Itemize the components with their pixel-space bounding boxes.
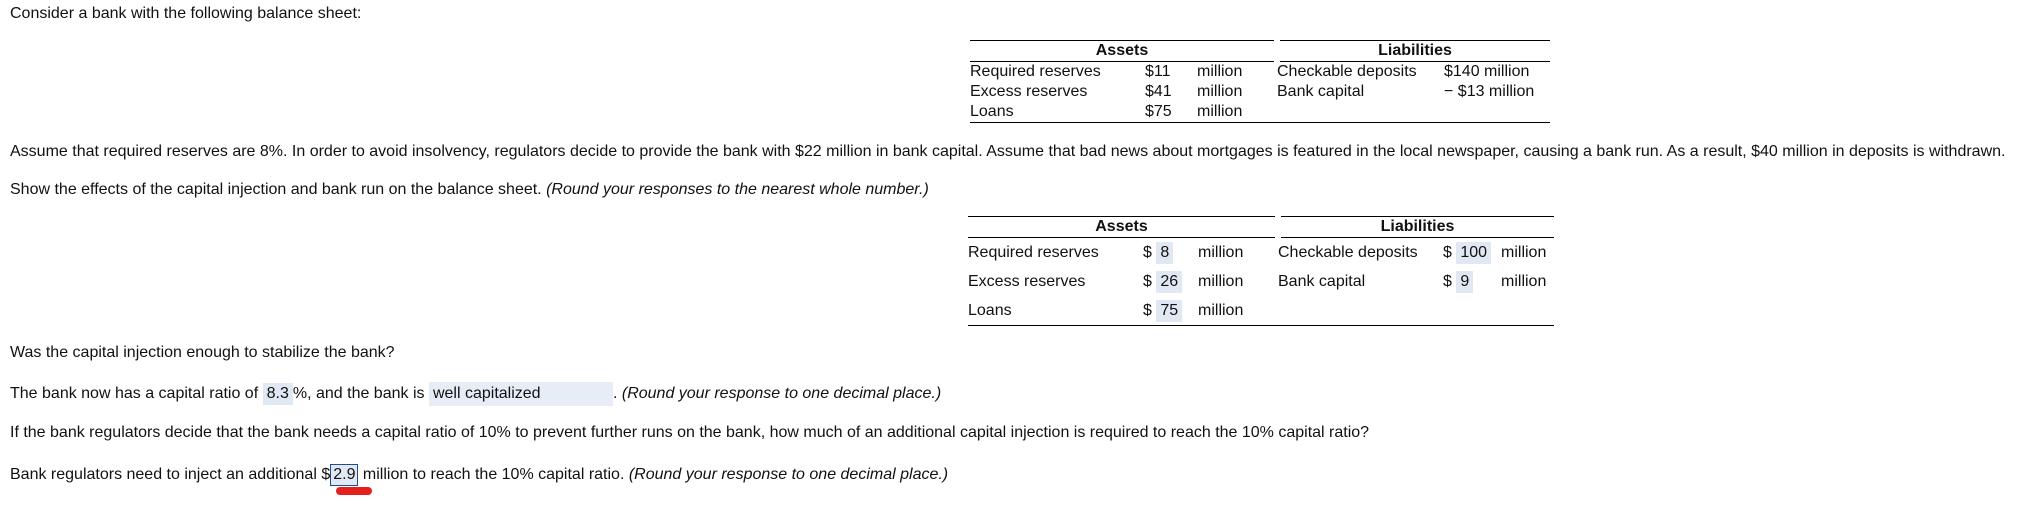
asset-label: Required reserves [968,244,1099,261]
table-row [970,82,1550,102]
asset-unit: million [1197,83,1243,100]
rounding-note: (Round your response to one decimal place.) [621,385,942,402]
asset-value: $11 [1145,63,1171,80]
rounding-note: (Round your responses to the nearest whole number.) [546,181,929,198]
capital-ratio-mid: %, and the bank is [292,385,425,402]
liability-unit: million [1501,244,1547,261]
injection-answer[interactable]: 2.9 [330,464,358,486]
bank-capital-answer[interactable]: 9 [1456,271,1473,293]
injection-suffix: million to reach the 10% capital ratio. [362,466,625,483]
asset-answer-cell [1143,296,1198,326]
asset-unit: million [1197,63,1243,80]
rounding-note: (Round your response to one decimal place.) [628,466,949,483]
asset-label: Required reserves [970,63,1101,80]
checkable-deposits-answer[interactable]: 100 [1456,242,1491,264]
asset-unit: million [1198,302,1244,319]
liability-unit: million [1501,273,1547,290]
asset-answer-cell [1143,238,1198,268]
asset-label: Loans [970,103,1014,120]
dollar-sign: $ [1143,244,1152,261]
liability-value: $140 million [1444,63,1530,80]
asset-label: Excess reserves [968,273,1086,290]
assets-header: Assets [968,217,1278,238]
balance-sheet-after [968,216,1554,326]
intro-text: Consider a bank with the following balance sheet: [10,5,362,22]
required-reserves-answer[interactable]: 8 [1156,242,1173,264]
table-row [968,238,1554,268]
asset-value: $41 [1145,83,1172,100]
liability-answer-cell [1443,267,1501,296]
liability-answer-cell [1443,296,1501,326]
table-row [968,296,1554,326]
liability-value: − $13 million [1444,83,1535,100]
asset-unit: million [1198,273,1244,290]
table-row [970,102,1550,123]
table-row [970,62,1550,83]
asset-value: $75 [1145,103,1172,120]
asset-answer-cell [1143,267,1198,296]
capitalization-dropdown[interactable]: well capitalized [429,382,613,406]
assets-header: Assets [970,41,1277,62]
liability-value [1444,102,1550,123]
liability-label: Bank capital [1277,83,1365,100]
capital-ratio-answer[interactable]: 8.3 [263,383,293,405]
table-row [968,267,1554,296]
liability-label: Bank capital [1278,273,1366,290]
asset-label: Loans [968,302,1012,319]
dollar-sign: $ [1443,244,1452,261]
injection-line [10,464,948,486]
asset-unit: million [1198,244,1244,261]
capital-ratio-prefix: The bank now has a capital ratio of [10,385,259,402]
dollar-sign: $ [1443,273,1452,290]
asset-unit: million [1197,103,1243,120]
capital-ratio-period: . [612,385,618,402]
question-stabilize: Was the capital injection enough to stabilize the bank? [10,344,395,361]
liabilities-header: Liabilities [1278,217,1554,238]
liability-label [1278,296,1443,326]
liability-label [1277,102,1444,123]
question-additional-injection: If the bank regulators decide that the bank needs a capital ratio of 10% to prevent further runs on the bank, how much of an additional capital injection is required to reach the 10% capital ratio? [10,424,1370,441]
liability-label: Checkable deposits [1278,244,1418,261]
excess-reserves-answer[interactable]: 26 [1156,271,1182,293]
injection-prefix: Bank regulators need to inject an additional $ [10,466,331,483]
balance-sheet-original [970,40,1550,123]
assumption-text: Assume that required reserves are 8%. In order to avoid insolvency, regulators decide to provide the bank with $22 million in bank capital. Assume that bad news about mortgages is featured in the local newspaper, causing a bank run. As a result, $40 million in deposits is withdrawn. [10,143,2006,160]
asset-label: Excess reserves [970,83,1088,100]
liabilities-header: Liabilities [1277,41,1550,62]
red-underline-mark [336,487,372,495]
instruction-text: Show the effects of the capital injection and bank run on the balance sheet. [10,181,542,198]
capital-ratio-line [10,382,941,406]
loans-answer[interactable]: 75 [1156,300,1182,322]
dollar-sign: $ [1143,273,1152,290]
dollar-sign: $ [1143,302,1152,319]
instruction-line [10,181,929,199]
liability-label: Checkable deposits [1277,63,1417,80]
liability-unit [1501,296,1554,326]
liability-answer-cell [1443,238,1501,268]
